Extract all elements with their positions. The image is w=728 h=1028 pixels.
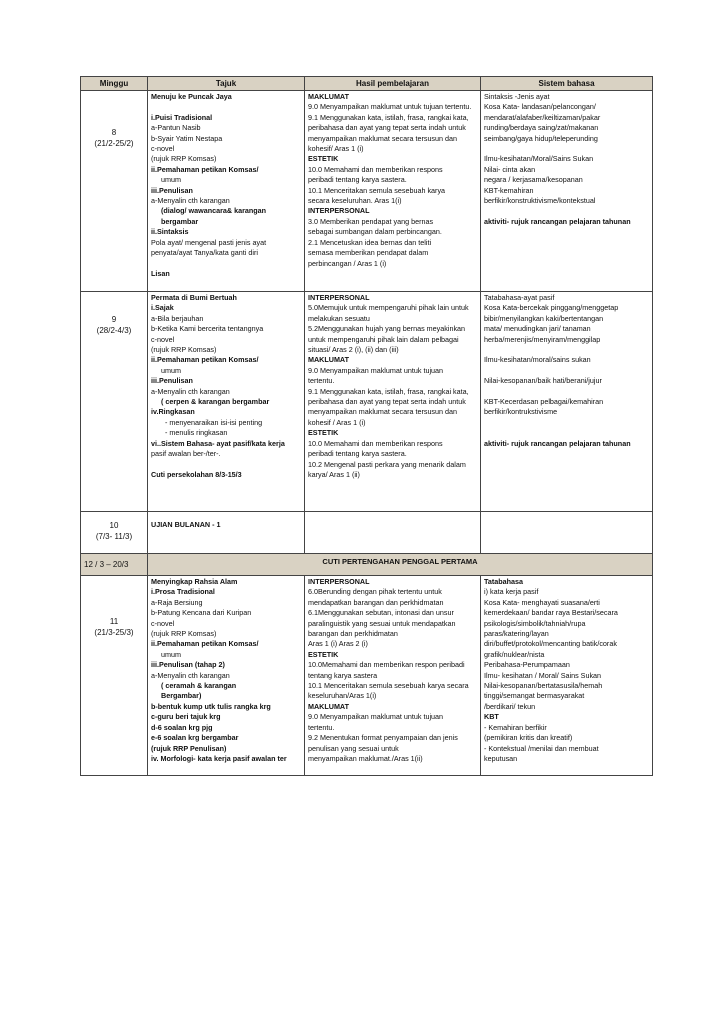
cell-line: Kosa Kata- menghayati suasana/erti xyxy=(484,597,600,607)
cell-line: secara keseluruhan. Aras 1(i) xyxy=(308,196,402,206)
cell-line: INTERPERSONAL xyxy=(308,577,370,586)
cell-line xyxy=(484,387,649,397)
cell-line: 5.2Menggunakan hujah yang bernas meyakinkan xyxy=(308,324,466,334)
cell-line: ii.Pemahaman petikan Komsas/ xyxy=(151,355,259,365)
cell-line: umum xyxy=(161,649,181,659)
cell-line: ii.Pemahaman petikan Komsas/ xyxy=(151,639,259,649)
cell-line: keseluruhan/Aras 1(i) xyxy=(308,691,377,701)
header-hasil: Hasil pembelajaran xyxy=(305,77,481,91)
cell-line: menyampaikan maklumat secara tersusun dan xyxy=(308,133,458,143)
cell-line: ( ceramah & karangan xyxy=(161,681,237,691)
cell-line: ESTETIK xyxy=(308,649,339,659)
cell-line: 10.1 Menceritakan semula sesebuah karya secara xyxy=(308,681,469,691)
cell-line: peribadi tentang karya sastera. xyxy=(308,175,407,185)
cell-line: iii.Penulisan xyxy=(151,376,193,386)
cell-line: 2.1 Mencetuskan idea bernas dan teliti xyxy=(308,237,432,247)
cell-line: 9.0 Menyampaikan maklumat untuk tujuan xyxy=(308,365,444,375)
cell-line: ii.Pemahaman petikan Komsas/ xyxy=(151,164,259,174)
cell-line: - menulis ringkasan xyxy=(165,428,228,438)
cell-line: peribadi tentang karya sastera. xyxy=(308,449,407,459)
cell-line: iii.Penulisan xyxy=(151,185,193,195)
cell-line: 10.2 Mengenal pasti perkara yang menarik dalam xyxy=(308,459,466,469)
cell-line: paras/katering/layan xyxy=(484,629,549,639)
cell-line: a-Pantun Nasib xyxy=(151,123,201,133)
cell-line: Ilmu- kesihatan / Moral/ Sains Sukan xyxy=(484,670,602,680)
cell-line: iv. Morfologi- kata kerja pasif awalan ter xyxy=(151,753,287,763)
cell-line: - Kontekstual /menilai dan membuat xyxy=(484,743,599,753)
cell-line: herba/merenjis/menyiram/menggilap xyxy=(484,334,601,344)
cell-line: Nilai-kesopanan/bertatasusila/hemah xyxy=(484,681,603,691)
cell-line: sebagai sumbangan dalam perbincangan. xyxy=(308,227,442,237)
table-row xyxy=(81,576,653,776)
cell-line: seimbang/gaya hidup/teleperunding xyxy=(484,133,598,143)
cell-line: aktiviti- rujuk rancangan pelajaran tahunan xyxy=(484,438,631,448)
cell-line: MAKLUMAT xyxy=(308,355,349,365)
cell-line: Permata di Bumi Bertuah xyxy=(151,293,237,302)
band-label: CUTI PERTENGAHAN PENGGAL PERTAMA xyxy=(148,554,653,576)
cell-line: runding/berdaya saing/zat/makanan xyxy=(484,123,599,133)
cell-line: b-Syair Yatim Nestapa xyxy=(151,133,223,143)
cell-line: KBT-Kecerdasan pelbagai/kemahiran xyxy=(484,397,604,407)
cell-line: ii.Sintaksis xyxy=(151,227,189,237)
cell-line: UJIAN BULANAN - 1 xyxy=(151,520,221,529)
holiday-band-row xyxy=(81,554,653,576)
cell-line: mendapatkan barangan dan perkhidmatan xyxy=(308,597,444,607)
hasil-cell xyxy=(305,292,481,512)
cell-line: Menyingkap Rahsia Alam xyxy=(151,577,238,586)
cell-line xyxy=(484,428,649,438)
cell-line: negara / kerjasama/kesopanan xyxy=(484,175,583,185)
cell-line: Kosa Kata-bercekak pinggang/menggetap xyxy=(484,303,619,313)
cell-line: - Kemahiran berfikir xyxy=(484,722,547,732)
cell-line: MAKLUMAT xyxy=(308,92,349,101)
cell-line: kohesif / Aras 1 (i) xyxy=(308,417,366,427)
cell-line: a-Raja Bersiung xyxy=(151,597,203,607)
cell-line: pasif awalan ber-/ter-. xyxy=(151,449,221,459)
cell-line: e-6 soalan krg bergambar xyxy=(151,733,239,743)
cell-line xyxy=(484,366,649,376)
week-dates: (21/2-25/2) xyxy=(94,139,134,148)
cell-line: Nilai-kesopanan/baik hati/berani/jujur xyxy=(484,376,602,386)
cell-line: iii.Penulisan (tahap 2) xyxy=(151,660,225,670)
cell-line: Kosa Kata- landasan/pelancongan/ xyxy=(484,102,596,112)
cell-line: peribahasa dan ayat yang tepat serta indah untuk xyxy=(308,397,466,407)
cell-line: untuk mempengaruhi pihak lain dalam pelbagai xyxy=(308,334,459,344)
hasil-cell xyxy=(305,91,481,292)
cell-line: i.Prosa Tradisional xyxy=(151,587,215,597)
week-cell xyxy=(81,512,148,554)
cell-line: Ilmu-kesihatan/moral/sains sukan xyxy=(484,355,591,365)
hasil-cell xyxy=(305,576,481,776)
header-sistem: Sistem bahasa xyxy=(481,77,653,91)
cell-line: (rujuk RRP Penulisan) xyxy=(151,743,227,753)
cell-line xyxy=(484,345,649,355)
cell-line: 9.0 Menyampaikan maklumat untuk tujuan xyxy=(308,712,444,722)
cell-line: paralinguistik yang sesuai untuk mendapatkan xyxy=(308,618,456,628)
cell-line: kemerdekaan/ bandar raya Bestari/secara xyxy=(484,608,618,618)
cell-line: Lisan xyxy=(151,268,170,278)
cell-line xyxy=(484,418,649,428)
cell-line: a-Menyalin cth karangan xyxy=(151,386,230,396)
cell-line: Pola ayat/ mengenal pasti jenis ayat xyxy=(151,237,267,247)
cell-line: psikologis/simbolik/tahniah/rupa xyxy=(484,618,586,628)
hasil-cell xyxy=(305,512,481,554)
cell-line: situasi/ Aras 2 (i), (ii) dan (iii) xyxy=(308,345,399,355)
tajuk-cell xyxy=(148,91,305,292)
cell-line xyxy=(484,144,649,154)
week-cell xyxy=(81,292,148,512)
cell-line: umum xyxy=(161,175,181,185)
cell-line: i) kata kerja pasif xyxy=(484,587,539,597)
header-minggu: Minggu xyxy=(81,77,148,91)
cell-line: Tatabahasa-ayat pasif xyxy=(484,293,555,302)
cell-line: b-bentuk kump utk tulis rangka krg xyxy=(151,701,271,711)
cell-line xyxy=(484,206,649,216)
cell-line: menyampaikan maklumat./Aras 1(ii) xyxy=(308,753,423,763)
week-cell xyxy=(81,91,148,292)
cell-line: a-Menyalin cth karangan xyxy=(151,670,230,680)
cell-line: tertentu. xyxy=(308,722,335,732)
band-dates: 12 / 3 – 20/3 xyxy=(81,554,148,576)
cell-line: c-novel xyxy=(151,618,175,628)
cell-line xyxy=(151,460,301,470)
sistem-cell xyxy=(481,576,653,776)
cell-line: barangan dan perkhidmatan xyxy=(308,629,398,639)
cell-line: b-Patung Kencana dari Kuripan xyxy=(151,608,252,618)
cell-line: Ilmu-kesihatan/Moral/Sains Sukan xyxy=(484,154,594,164)
cell-line: (rujuk RRP Komsas) xyxy=(151,629,217,639)
cell-line: Menuju ke Puncak Jaya xyxy=(151,92,232,101)
cell-line: (rujuk RRP Komsas) xyxy=(151,345,217,355)
cell-line xyxy=(151,102,301,112)
week-number: 11 xyxy=(109,617,119,626)
cell-line: bibir/menyilangkan kaki/bertentangan xyxy=(484,313,604,323)
cell-line: 3.0 Memberikan pendapat yang bernas xyxy=(308,216,434,226)
cell-line: b-Ketika Kami bercerita tentangnya xyxy=(151,324,264,334)
sistem-cell xyxy=(481,512,653,554)
cell-line: (rujuk RRP Komsas) xyxy=(151,154,217,164)
cell-line: berfikir/kontrukstivisme xyxy=(484,407,558,417)
tajuk-cell xyxy=(148,512,305,554)
cell-line: INTERPERSONAL xyxy=(308,293,370,302)
cell-line: semasa memberikan pendapat dalam xyxy=(308,248,429,258)
cell-line: INTERPERSONAL xyxy=(308,206,370,216)
cell-line: penyata/ayat Tanya/kata ganti diri xyxy=(151,248,258,258)
cell-line: 10.1 Menceritakan semula sesebuah karya xyxy=(308,185,446,195)
cell-line: tentang karya sastera xyxy=(308,670,378,680)
cell-line: Nilai- cinta akan xyxy=(484,164,536,174)
cell-line: 9.0 Menyampaikan maklumat untuk tujuan tertentu. xyxy=(308,102,472,112)
cell-line: tertentu. xyxy=(308,376,335,386)
cell-line: Sintaksis -Jenis ayat xyxy=(484,92,550,101)
table-row xyxy=(81,91,653,292)
week-number: 9 xyxy=(111,315,117,324)
cell-line: iv.Ringkasan xyxy=(151,407,195,417)
cell-line: c-novel xyxy=(151,334,175,344)
cell-line: Peribahasa-Perumpamaan xyxy=(484,660,570,670)
week-dates: (28/2-4/3) xyxy=(96,326,132,335)
cell-line: bergambar xyxy=(161,216,199,226)
cell-line: ESTETIK xyxy=(308,154,339,164)
sistem-cell xyxy=(481,292,653,512)
week-cell xyxy=(81,576,148,776)
cell-line: 10.0 Memahami dan memberikan respons xyxy=(308,438,443,448)
cell-line: MAKLUMAT xyxy=(308,701,349,711)
cell-line: Bergambar) xyxy=(161,691,202,701)
cell-line: menyampaikan maklumat secara tersusun dan xyxy=(308,407,458,417)
header-tajuk: Tajuk xyxy=(148,77,305,91)
cell-line: - menyenaraikan isi-isi penting xyxy=(165,417,263,427)
cell-line: mendarat/alafaber/keiltizaman/pakar xyxy=(484,112,601,122)
cell-line: KBT-kemahiran xyxy=(484,185,534,195)
cell-line: mata/ menudingkan jari/ tanaman xyxy=(484,324,591,334)
cell-line: aktiviti- rujuk rancangan pelajaran tahunan xyxy=(484,216,631,226)
cell-line xyxy=(151,259,301,269)
tajuk-cell xyxy=(148,576,305,776)
cell-line: berfikir/konstruktivisme/kontekstual xyxy=(484,196,596,206)
cell-line: (dialog/ wawancara& karangan xyxy=(161,206,267,216)
cell-line: vi..Sistem Bahasa- ayat pasif/kata kerja xyxy=(151,438,285,448)
cell-line: diri/buffet/protokol/mencanting batik/corak xyxy=(484,639,617,649)
cell-line: Aras 1 (i) Aras 2 (i) xyxy=(308,639,368,649)
week-number: 10 xyxy=(109,521,119,530)
cell-line: 6.0Berunding dengan pihak tertentu untuk xyxy=(308,587,442,597)
cell-line: Cuti persekolahan 8/3-15/3 xyxy=(151,469,242,479)
cell-line: d-6 soalan krg pjg xyxy=(151,722,213,732)
lesson-plan-table xyxy=(80,76,653,776)
cell-line: ( cerpen & karangan bergambar xyxy=(161,397,270,407)
cell-line: a-Menyalin cth karangan xyxy=(151,196,230,206)
cell-line: ESTETIK xyxy=(308,428,339,438)
cell-line: 10.0 Memahami dan memberikan respons xyxy=(308,164,443,174)
cell-line: i.Sajak xyxy=(151,303,174,313)
tajuk-cell xyxy=(148,292,305,512)
cell-line: 6.1Menggunakan sebutan, intonasi dan unsur xyxy=(308,608,454,618)
cell-line: karya/ Aras 1 (ii) xyxy=(308,469,360,479)
cell-line: Tatabahasa xyxy=(484,577,524,586)
sistem-cell xyxy=(481,91,653,292)
cell-line: umum xyxy=(161,365,181,375)
cell-line: i.Puisi Tradisional xyxy=(151,112,213,122)
cell-line: 9.1 Menggunakan kata, istilah, frasa, rangkai kata, xyxy=(308,112,469,122)
cell-line: 9.1 Menggunakan kata, istilah, frasa, rangkai kata, xyxy=(308,386,469,396)
header-row xyxy=(81,77,653,91)
cell-line: /berdikari/ tekun xyxy=(484,701,536,711)
week-dates: (21/3-25/3) xyxy=(94,628,134,637)
cell-line: 5.0Memujuk untuk mempengaruhi pihak lain untuk xyxy=(308,303,469,313)
cell-line: peribahasa dan ayat yang tepat serta indah untuk xyxy=(308,123,466,133)
cell-line: kohesif/ Aras 1 (i) xyxy=(308,144,364,154)
cell-line: perbincangan / Aras 1 (i) xyxy=(308,258,387,268)
cell-line: 10.0Memahami dan memberikan respon peribadi xyxy=(308,660,465,670)
cell-line: penulisan yang sesuai untuk xyxy=(308,743,399,753)
cell-line: (pemikiran kritis dan kreatif) xyxy=(484,733,573,743)
table-row xyxy=(81,292,653,512)
cell-line: keputusan xyxy=(484,753,518,763)
week-dates: (7/3- 11/3) xyxy=(95,532,133,541)
cell-line: 9.2 Menentukan format penyampaian dan jenis xyxy=(308,733,458,743)
cell-line: melakukan sesuatu xyxy=(308,313,370,323)
table-row xyxy=(81,512,653,554)
cell-line: c-novel xyxy=(151,144,175,154)
cell-line: KBT xyxy=(484,712,499,722)
cell-line: c-guru beri tajuk krg xyxy=(151,712,221,722)
cell-line: tinggi/semangat bermasyarakat xyxy=(484,691,585,701)
week-number: 8 xyxy=(111,128,117,137)
cell-line: grafik/nuklear/nista xyxy=(484,649,545,659)
cell-line: a-Bila berjauhan xyxy=(151,313,204,323)
